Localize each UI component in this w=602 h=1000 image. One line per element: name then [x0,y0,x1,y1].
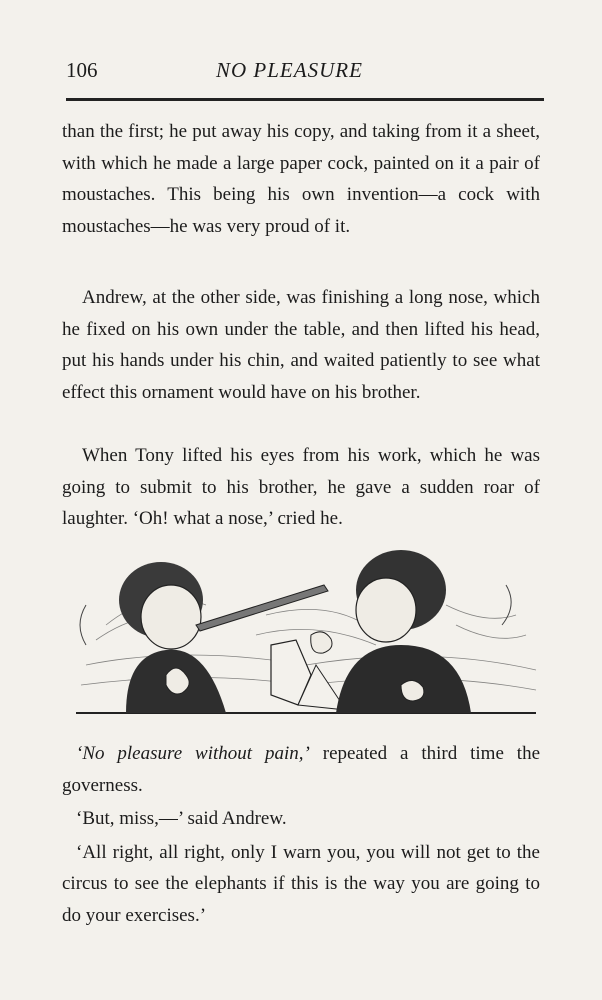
engraving-illustration [66,545,542,725]
boys-at-table-illustration [66,545,542,725]
paragraph-3 [62,440,540,535]
paragraph-6: ‘All right, all right, only I warn you, you will not get to the circus to see the elephants if this is the way you are going to do your exercises.’ [62,841,540,926]
paragraph-4 [62,738,540,801]
paragraph-2-text: Andrew, at the other side, was finishing a long nose, which he fixed on his own under the table, and then lifted his head, put his hands under his chin, and waited patiently to see what effect this ornament would have on his brother. [62,287,540,403]
dialogue-block [62,738,540,934]
paragraph-5: ‘But, miss,—’ said Andrew. [76,808,287,830]
paragraph-2 [62,282,540,408]
page-number: 106 [66,58,98,82]
paragraph-3-text: When Tony lifted his eyes from his work, which he was going to submit to his brother, he gave a sudden roar of laughter. ‘Oh! what a nose,’ cried he. [62,445,540,530]
paragraph-4-rest: repeated a third time the governess. [62,743,541,796]
quote-no-pleasure: ‘No pleasure without pain,’ [76,743,310,764]
running-header [66,52,542,92]
running-title: NO PLEASURE [216,58,363,82]
header-rule [66,98,544,101]
paragraph-1-text: than the first; he put away his copy, and taking from it a sheet, with which he made a large paper cock, painted on it a pair of moustaches. This being his own invention—a cock with moustaches—he was very proud of it. [62,121,540,237]
paragraph-1 [62,116,540,242]
